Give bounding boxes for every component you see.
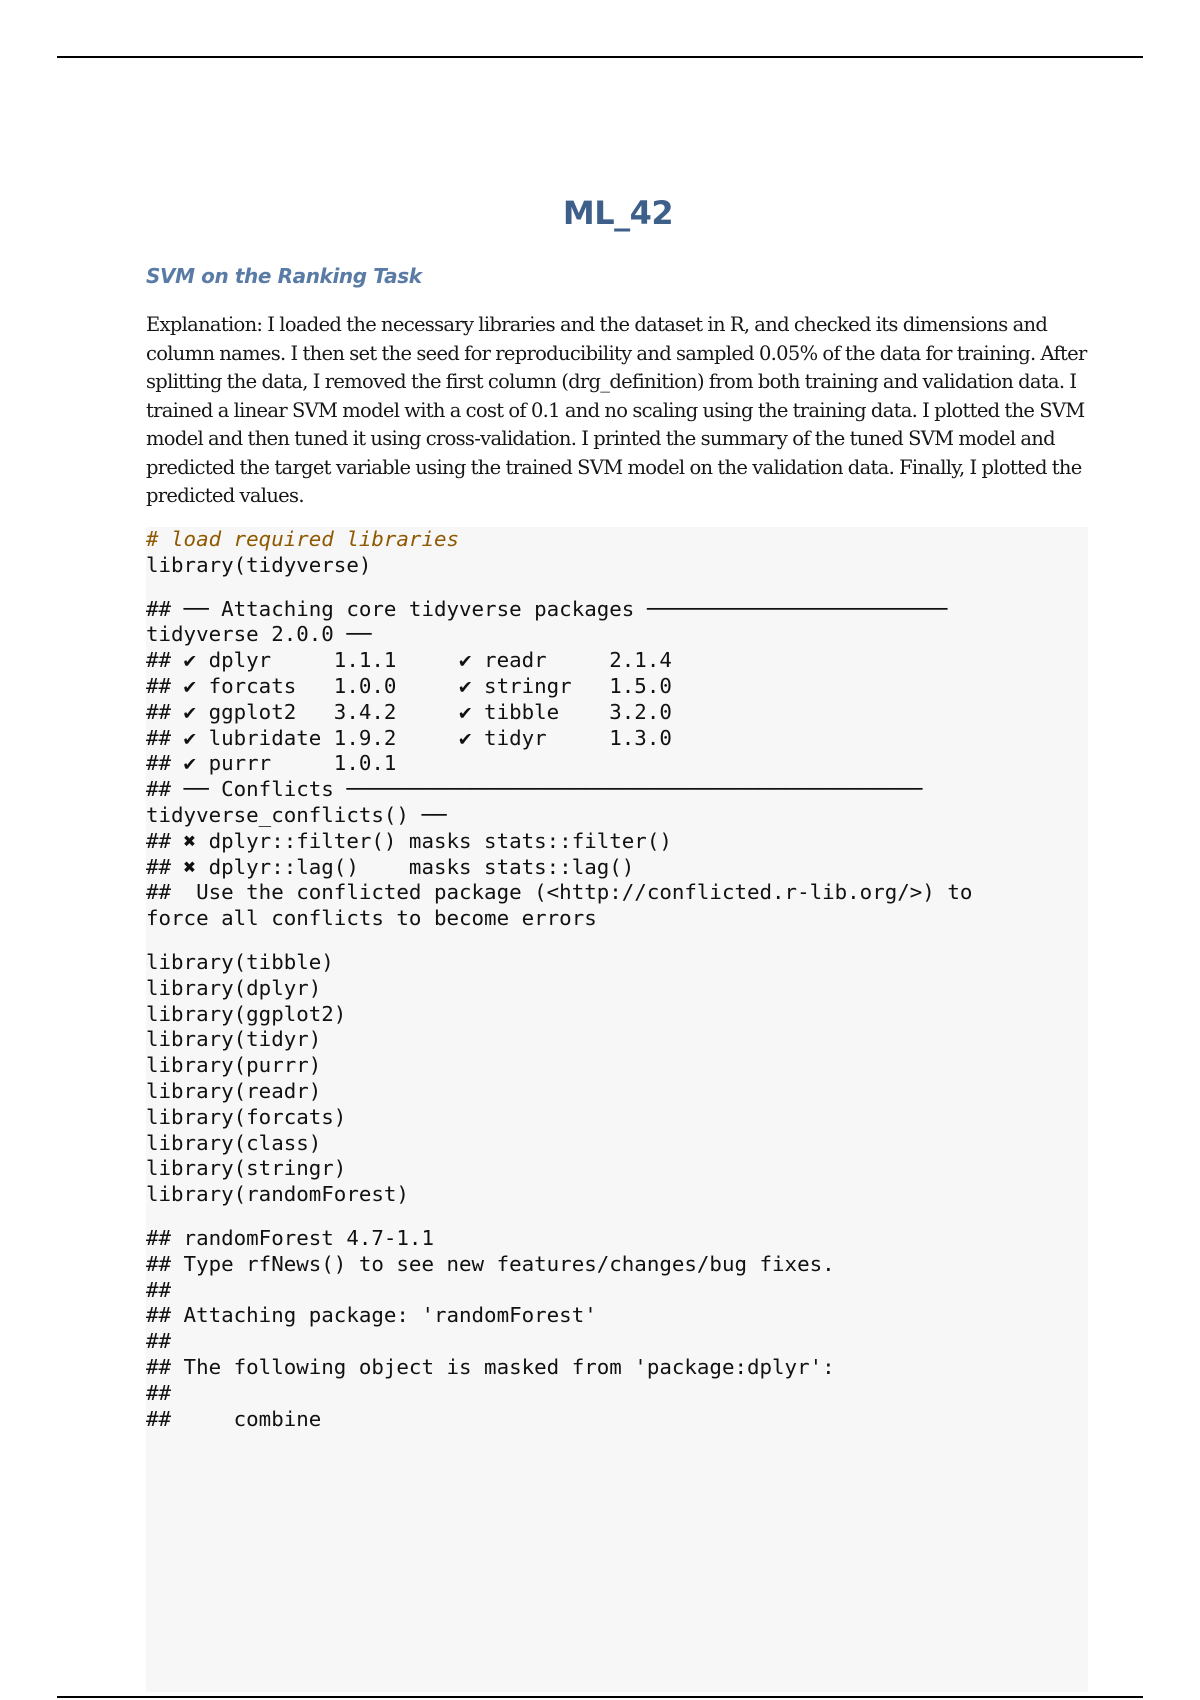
- code-comment: # load required libraries: [146, 527, 460, 551]
- randomforest-output: ## randomForest 4.7-1.1 ## Type rfNews() to see new features/changes/bug fixes. ## ## Attaching package: 'randomForest' ## ## The following object is masked from 'package:dplyr': ## ## combine: [146, 1225, 835, 1431]
- code-block: [146, 527, 1088, 1692]
- page-bottom-rule: [57, 1696, 1143, 1698]
- code-gap: [146, 1208, 1088, 1226]
- document-title: ML_42: [562, 194, 674, 232]
- code-gap: [146, 579, 1088, 597]
- tidyverse-output: ## ── Attaching core tidyverse packages ──────────────────────── tidyverse 2.0.0 ── ## ✔ dplyr 1.1.1 ✔ readr 2.1.4 ## ✔ forcats 1.0.0 ✔ stringr 1.5.0 ## ✔ ggplot2 3.4.2 ✔ tibble 3.2.0 ## ✔ lubridate 1.9.2 ✔ tidyr 1.3.0 ## ✔ purrr 1.0.1 ## ── Conflicts ────────────────────────────────────────────── tidyverse_conflicts() ── ## ✖ dplyr::filter() masks stats::filter() ## ✖ dplyr::lag() masks stats::lag() ## Use the conflicted package (<http://conflicted.r-lib.org/>) to force all conflicts to become errors: [146, 596, 973, 931]
- library-calls: library(tibble) library(dplyr) library(ggplot2) library(tidyr) library(purrr) library(readr) library(forcats) library(class) library(stringr) library(randomForest): [146, 949, 409, 1207]
- page-top-rule: [57, 56, 1143, 58]
- code-load-tidyverse: library(tidyverse): [146, 552, 372, 577]
- document-subtitle: SVM on the Ranking Task: [146, 264, 422, 288]
- code-gap: [146, 932, 1088, 950]
- explanation-paragraph: Explanation: I loaded the necessary libraries and the dataset in R, and checked its dimensions and column names. I then set the seed for reproducibility and sampled 0.05% of the data for training. After splitting the data, I removed the first column (drg_definition) from both training and validation data. I trained a linear SVM model with a cost of 0.1 and no scaling using the training data. I plotted the SVM model and then tuned it using cross-validation. I printed the summary of the tuned SVM model and predicted the target variable using the trained SVM model on the validation data. Finally, I plotted the predicted values.: [146, 313, 1087, 507]
